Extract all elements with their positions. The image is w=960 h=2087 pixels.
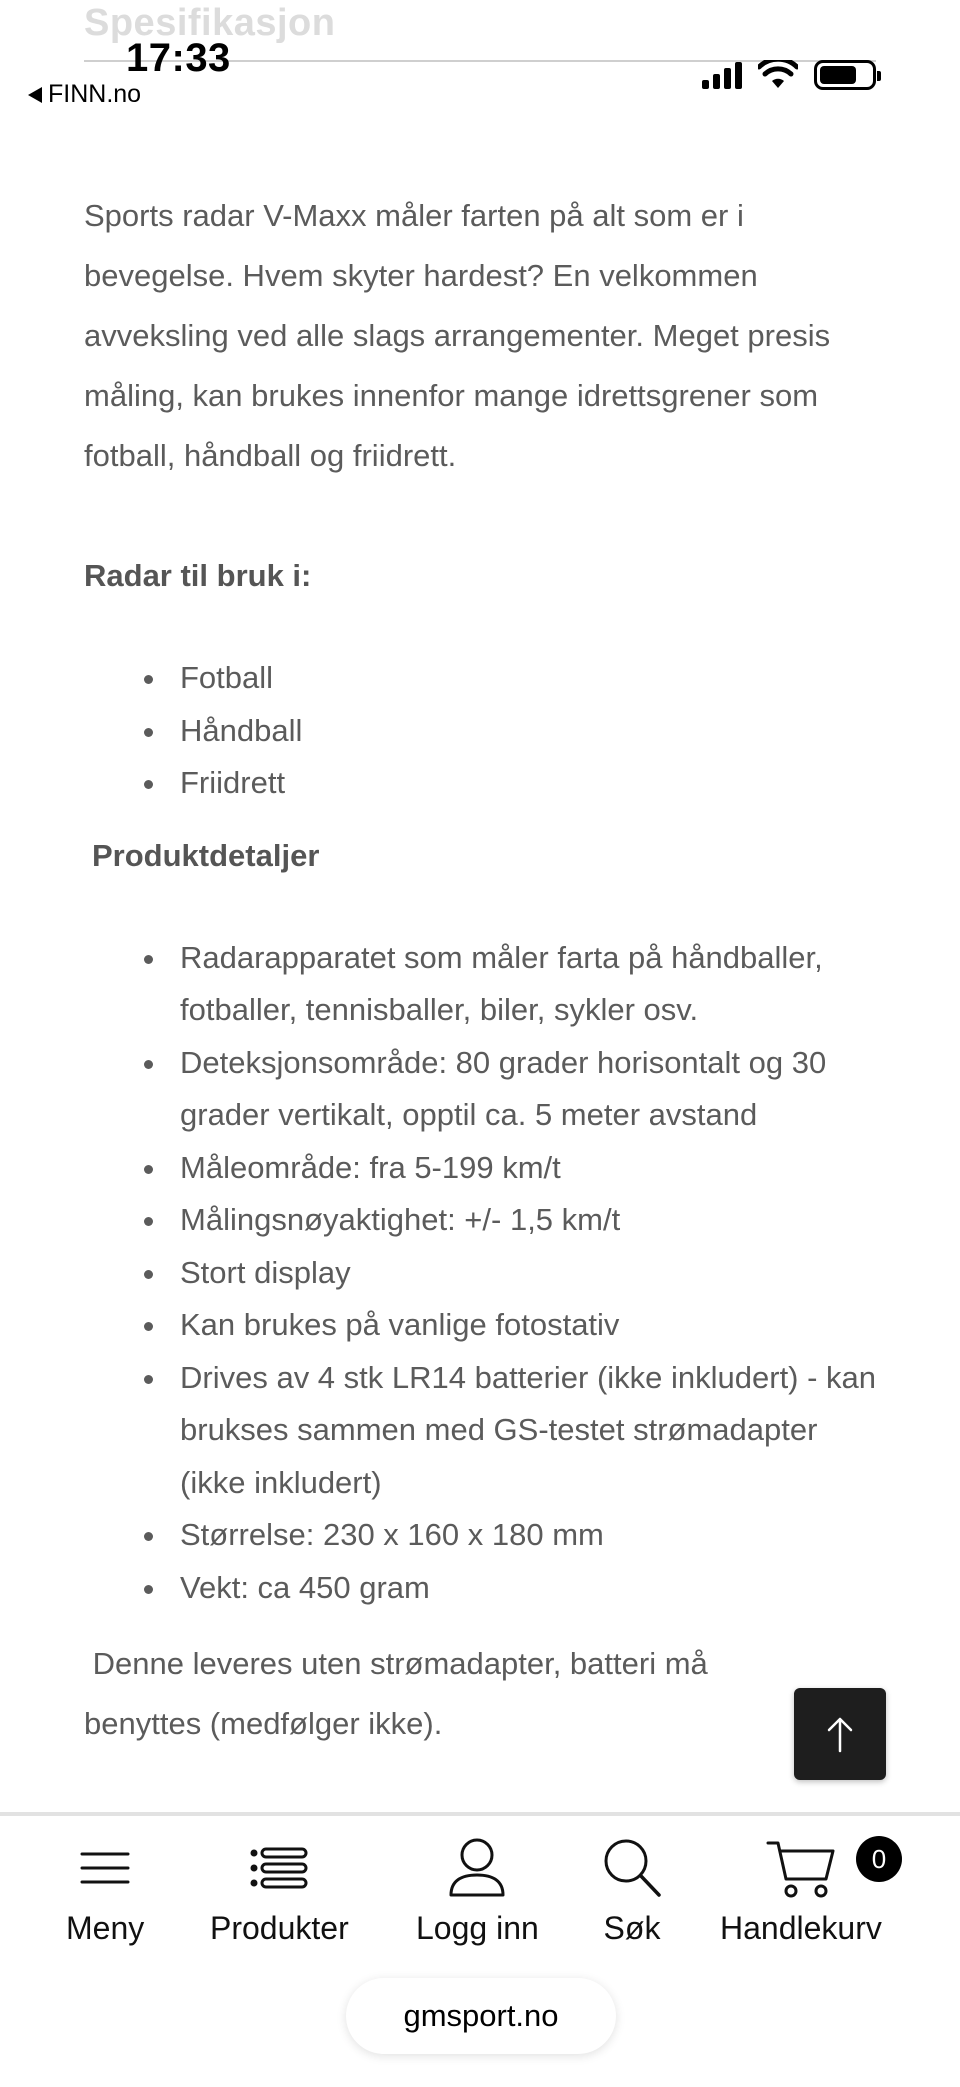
page-heading: Spesifikasjon <box>84 2 336 44</box>
list-item: Håndball <box>84 705 884 758</box>
search-icon <box>602 1830 662 1906</box>
list-item: Friidrett <box>84 757 884 810</box>
nav-cart-label: Handlekurv <box>720 1910 882 1946</box>
list-item: Stort display <box>84 1247 884 1300</box>
list-item: Fotball <box>84 652 884 705</box>
nav-products[interactable] <box>210 1830 349 1947</box>
list-item: Størrelse: 230 x 160 x 180 mm <box>84 1509 884 1562</box>
cart-icon <box>766 1830 887 1906</box>
list-item: Radarapparatet som måler farta på håndballer, fotballer, tennisballer, biler, sykler osv. <box>84 932 884 1037</box>
battery-icon <box>814 60 876 90</box>
nav-login-label: Logg inn <box>416 1910 539 1946</box>
list-item: Målingsnøyaktighet: +/- 1,5 km/t <box>84 1194 884 1247</box>
scroll-to-top-button[interactable] <box>794 1688 886 1780</box>
user-icon <box>447 1830 507 1906</box>
usage-title: Radar til bruk i: <box>84 558 312 593</box>
signal-icon <box>702 61 742 89</box>
nav-menu[interactable] <box>66 1830 144 1947</box>
list-item: Drives av 4 stk LR14 batterier (ikke inkludert) - kan brukses sammen med GS-testet strømadapter (ikke inkludert) <box>84 1352 884 1510</box>
product-description <box>84 186 884 1754</box>
nav-products-label: Produkter <box>210 1910 349 1946</box>
details-list <box>84 932 884 1615</box>
cart-count-badge: 0 <box>856 1836 902 1882</box>
nav-login[interactable] <box>416 1830 539 1947</box>
nav-search-label: Søk <box>603 1910 661 1946</box>
intro-paragraph: Sports radar V-Maxx måler farten på alt som er i bevegelse. Hvem skyter hardest? En velkommen avveksling ved alle slags arrangementer. Meget presis måling, kan brukes innenfor mange idrettsgrener som fotball, håndball og friidrett. <box>84 198 831 473</box>
browser-url-bar[interactable]: gmsport.no <box>346 1978 616 2054</box>
hamburger-icon <box>80 1830 130 1906</box>
list-item: Vekt: ca 450 gram <box>84 1562 884 1615</box>
nav-menu-label: Meny <box>66 1910 145 1946</box>
back-to-app-link[interactable] <box>28 80 141 109</box>
outro-paragraph: Denne leveres uten strømadapter, batteri må benyttes (medfølger ikke). <box>84 1646 717 1741</box>
nav-cart[interactable] <box>720 1830 887 1947</box>
arrow-up-icon <box>825 1714 855 1754</box>
nav-search[interactable] <box>602 1830 662 1947</box>
list-item: Deteksjonsområde: 80 grader horisontalt og 30 grader vertikalt, opptil ca. 5 meter avstand <box>84 1037 884 1142</box>
back-link-label: FINN.no <box>48 80 142 108</box>
details-title: Produktdetaljer <box>92 837 320 873</box>
wifi-icon <box>758 60 798 90</box>
status-time: 17:33 <box>126 36 231 80</box>
list-icon <box>249 1830 309 1906</box>
back-arrow-icon <box>28 87 42 103</box>
usage-list <box>84 652 884 810</box>
status-icons <box>702 60 876 90</box>
list-item: Måleområde: fra 5-199 km/t <box>84 1142 884 1195</box>
list-item: Kan brukes på vanlige fotostativ <box>84 1299 884 1352</box>
